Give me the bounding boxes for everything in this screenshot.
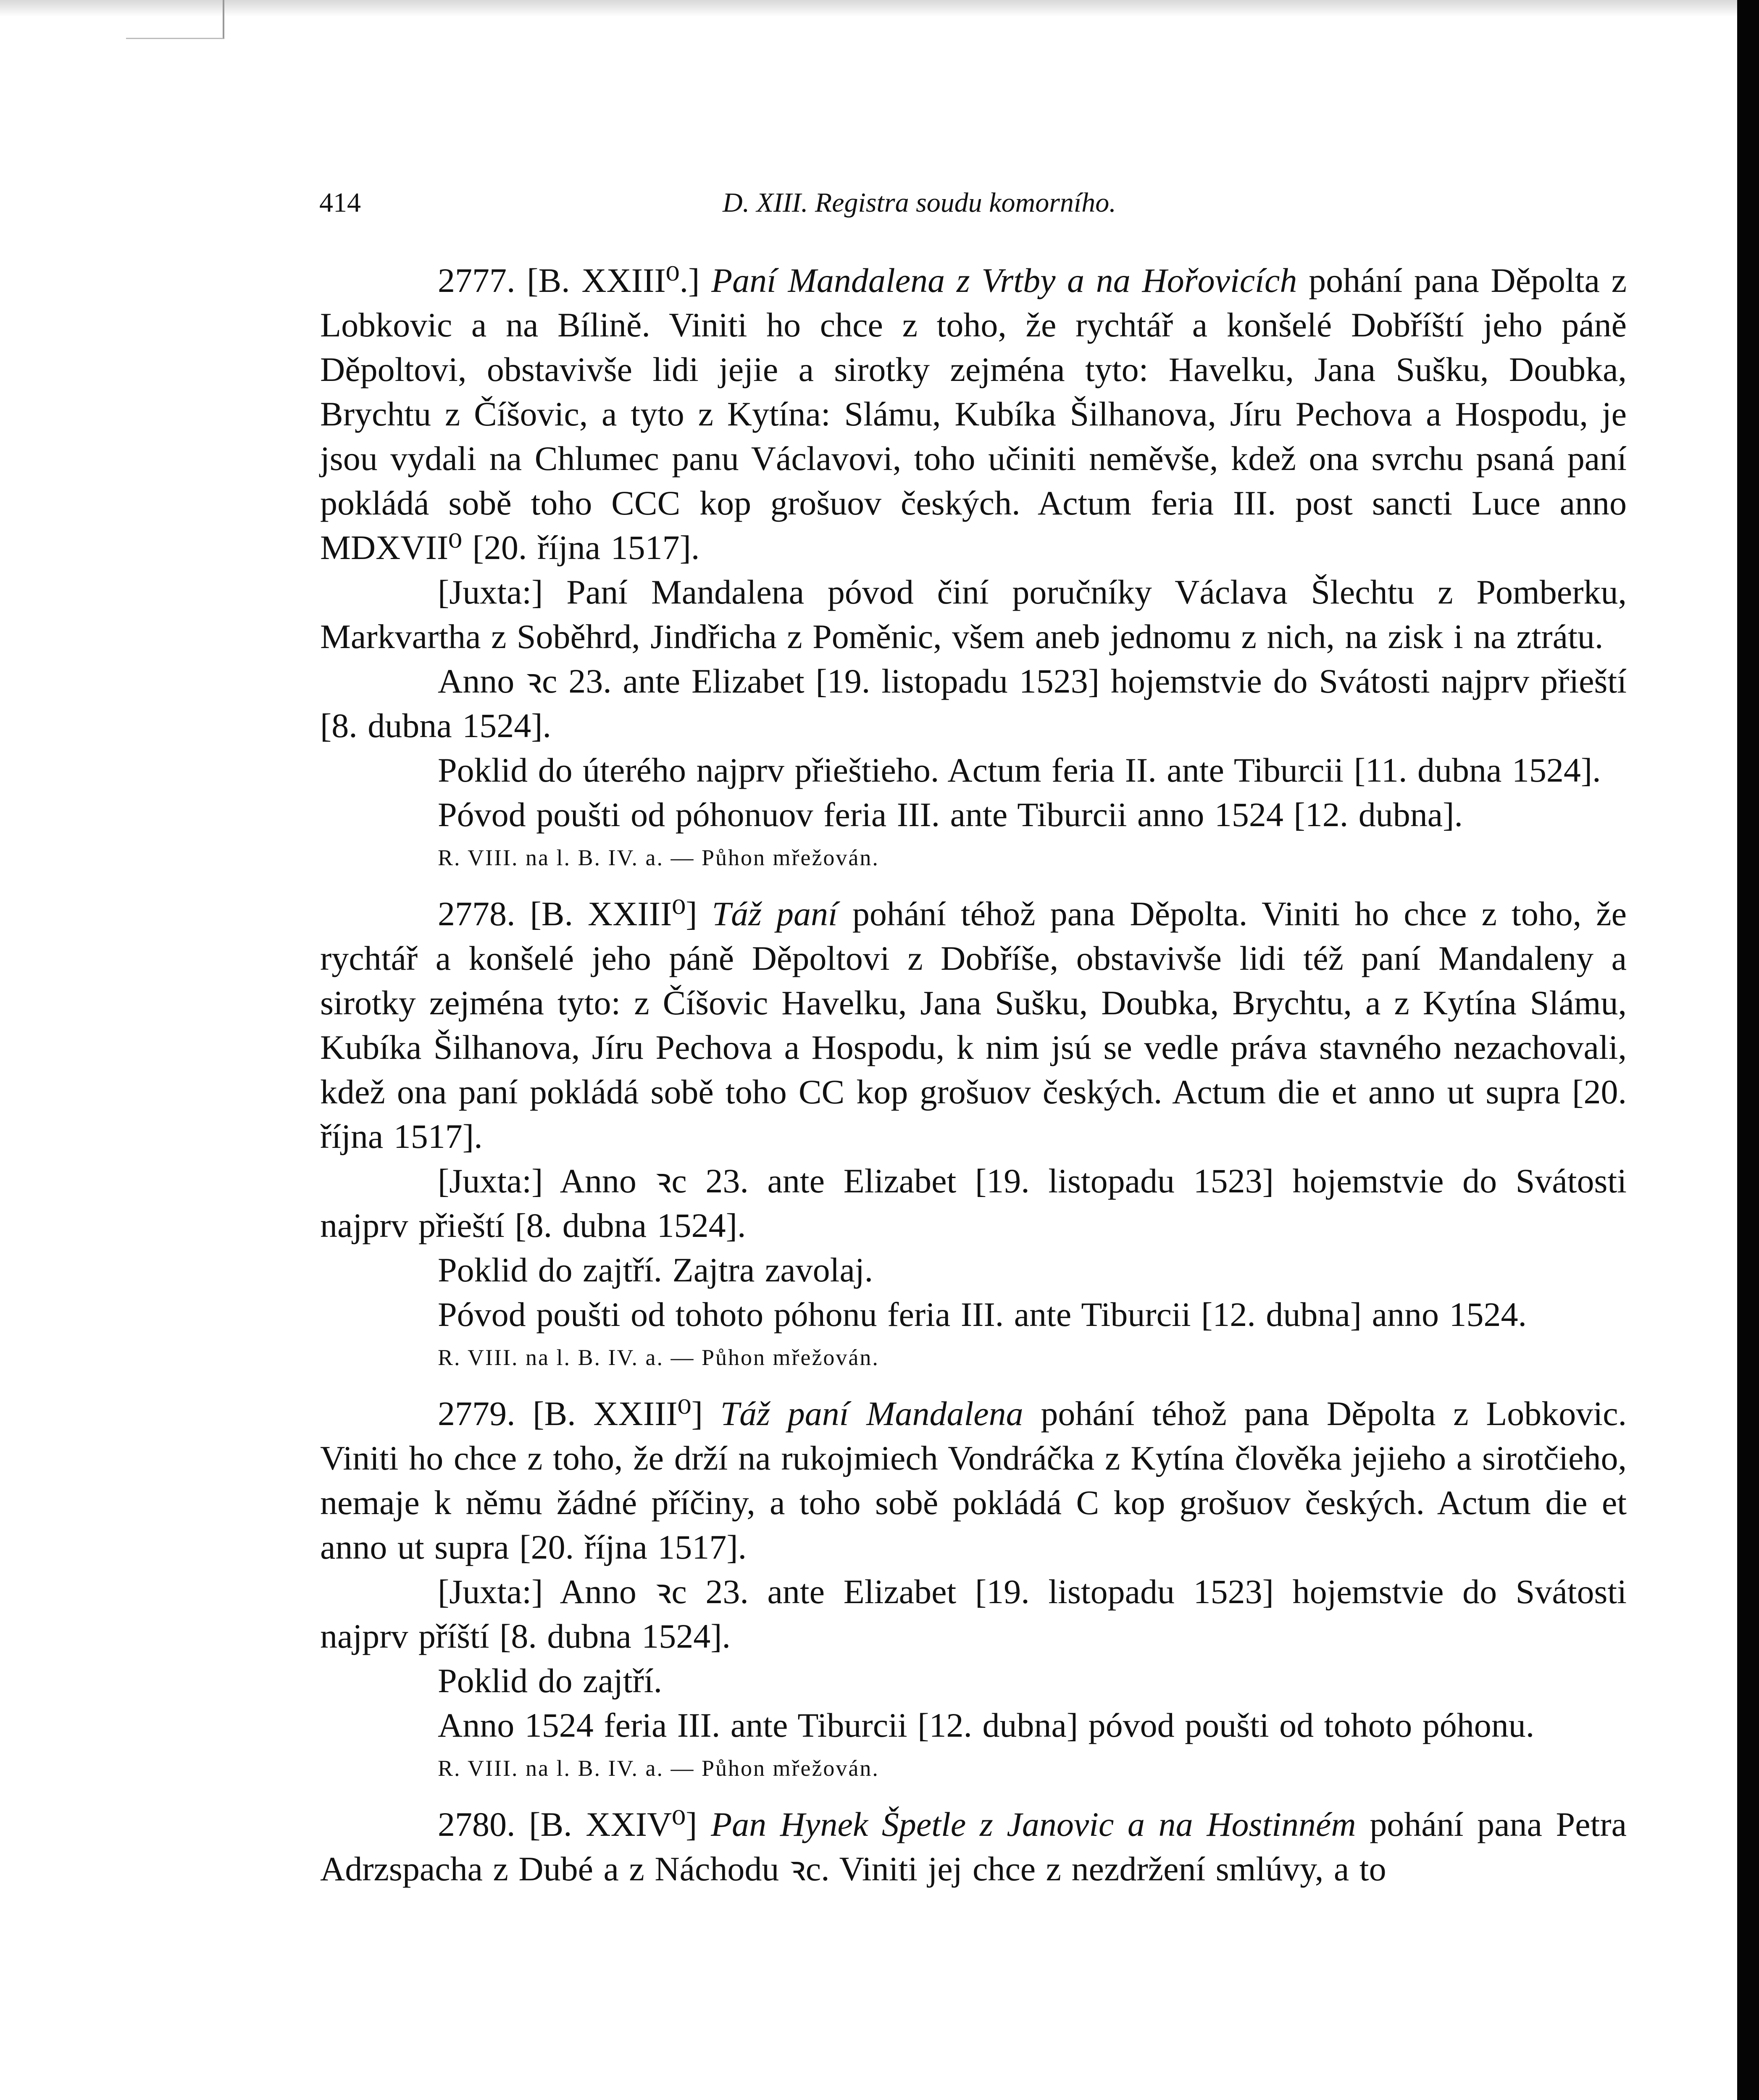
entry-note: [Juxta:] Paní Mandalena póvod činí poručníky Václava Šlechtu z Pomberku, Markvartha z Soběhrd, Jindřicha z Poměnic, všem aneb jednomu z nich, na zisk i na ztrátu. bbox=[320, 573, 1627, 656]
entry-2778 bbox=[320, 892, 1627, 1372]
entry-text: pohání pana Petra Adrzspacha z Dubé a z Náchodu ꝛc. Viniti jej chce z nezdržení smlúvy, a to bbox=[320, 1805, 1627, 1888]
page-header bbox=[319, 187, 1626, 225]
entry-paragraph bbox=[320, 258, 1627, 570]
entry-signature: R. VIII. na l. B. IV. a. — Půhon mřežován. bbox=[438, 1345, 879, 1370]
entry-signature: R. VIII. na l. B. IV. a. — Půhon mřežován. bbox=[438, 845, 879, 870]
entry-signature: R. VIII. na l. B. IV. a. — Půhon mřežován. bbox=[438, 1756, 879, 1781]
entry-paragraph bbox=[320, 1802, 1627, 1891]
entry-party-name: Paní Mandalena z Vrtby a na Hořovicích bbox=[711, 261, 1297, 299]
entry-paragraph bbox=[320, 1391, 1627, 1570]
entry-note: Poklid do zajtří. bbox=[438, 1662, 663, 1700]
entry-note: [Juxta:] Anno ꝛc 23. ante Elizabet [19. listopadu 1523] hojemstvie do Svátosti najprv příští [8. dubna 1524]. bbox=[320, 1572, 1627, 1655]
running-title: D. XIII. Registra soudu komorního. bbox=[723, 187, 1116, 218]
entry-paragraph bbox=[320, 892, 1627, 1159]
entry-2777 bbox=[320, 258, 1627, 872]
entry-note: Poklid do zajtří. Zajtra zavolaj. bbox=[438, 1251, 873, 1289]
scan-corner-mark bbox=[126, 0, 224, 39]
entry-lead: 2778. [B. XXIII⁰] bbox=[438, 895, 697, 933]
entry-note: Anno ꝛc 23. ante Elizabet [19. listopadu 1523] hojemstvie do Svátosti najprv přieští [8. dubna 1524]. bbox=[320, 662, 1627, 745]
entry-note: Póvod poušti od tohoto póhonu feria III. ante Tiburcii [12. dubna] anno 1524. bbox=[438, 1295, 1527, 1334]
scan-edge-right bbox=[1737, 0, 1759, 2100]
entry-lead: 2780. [B. XXIV⁰] bbox=[438, 1805, 697, 1843]
scan-edge-top bbox=[0, 0, 1759, 17]
page-number: 414 bbox=[319, 187, 361, 218]
entry-party-name: Táž paní Mandalena bbox=[720, 1394, 1023, 1433]
entry-note: [Juxta:] Anno ꝛc 23. ante Elizabet [19. listopadu 1523] hojemstvie do Svátosti najprv přieští [8. dubna 1524]. bbox=[320, 1162, 1627, 1244]
entry-2779 bbox=[320, 1391, 1627, 1783]
entry-text: pohání téhož pana Děpolta. Viniti ho chce z toho, že rychtář a konšelé jeho páně Děpoltovi z Dobříše, obstavivše lidi též paní Mandaleny a sirotky zejména tyto: z Číšovic Havelku, Jana Sušku, Doubka, Brychtu, a z Kytína Slámu, Kubíka Šilhanova, Jíru Pechova a Hospodu, k nim jsú se vedle práva stavného nezachovali, kdež ona paní pokládá sobě toho CC kop grošuov českých. Actum die et anno ut supra [20. října 1517]. bbox=[320, 895, 1627, 1155]
entry-text: pohání pana Děpolta z Lobkovic a na Bílině. Viniti ho chce z toho, že rychtář a konšelé Dobříští jeho páně Děpoltovi, obstavivše lidi jejie a sirotky zejména tyto: Havelku, Jana Sušku, Doubka, Brychtu z Číšovic, a tyto z Kytína: Slámu, Kubíka Šilhanova, Jíru Pechova a Hospodu, je jsou vydali na Chlumec panu Václavovi, toho učiniti neměvše, kdež ona svrchu psaná paní pokládá sobě toho CCC kop grošuov českých. Actum feria III. post sancti Luce anno MDXVII⁰ [20. října 1517]. bbox=[320, 261, 1627, 567]
entry-lead: 2779. [B. XXIII⁰] bbox=[438, 1394, 703, 1433]
page-body bbox=[320, 258, 1627, 1891]
entry-note: Poklid do úterého najprv přieštieho. Actum feria II. ante Tiburcii [11. dubna 1524]. bbox=[438, 751, 1601, 789]
entry-note: Póvod poušti od póhonuov feria III. ante Tiburcii anno 1524 [12. dubna]. bbox=[438, 795, 1463, 834]
entry-party-name: Táž paní bbox=[712, 895, 838, 933]
entry-party-name: Pan Hynek Špetle z Janovic a na Hostinném bbox=[711, 1805, 1356, 1843]
entry-note: Anno 1524 feria III. ante Tiburcii [12. dubna] póvod poušti od tohoto póhonu. bbox=[438, 1706, 1535, 1744]
entry-2780 bbox=[320, 1802, 1627, 1891]
entry-text: pohání téhož pana Děpolta z Lobkovic. Viniti ho chce z toho, že drží na rukojmiech Vondráčka z Kytína člověka jejieho a sirotčieho, nemaje k němu žádné příčiny, a toho sobě pokládá C kop grošuov českých. Actum die et anno ut supra [20. října 1517]. bbox=[320, 1394, 1627, 1566]
entry-lead: 2777. [B. XXIII⁰.] bbox=[438, 261, 700, 299]
